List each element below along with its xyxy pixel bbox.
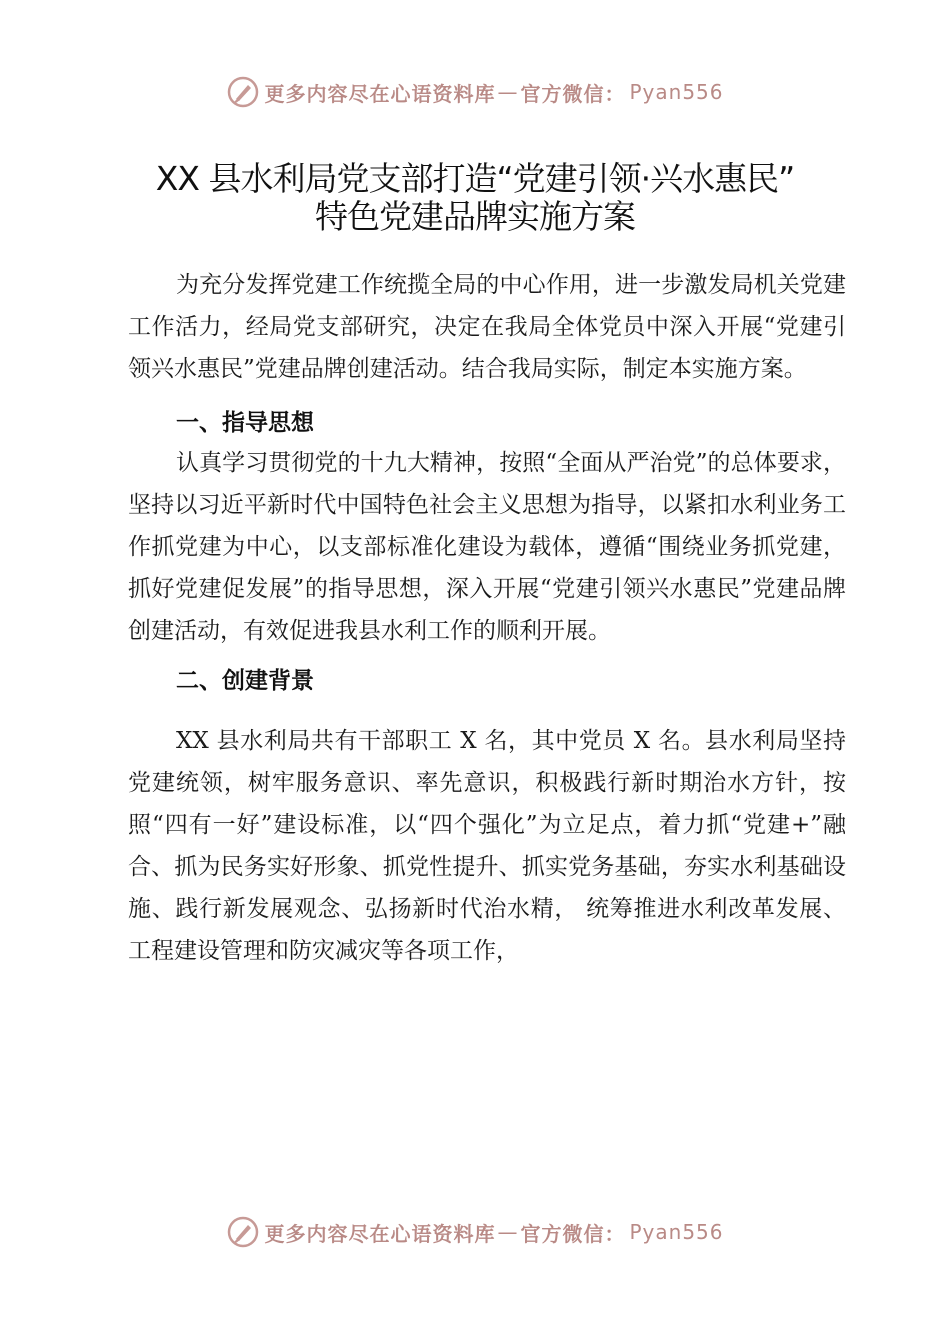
watermark-bottom [0, 1212, 950, 1252]
section-heading-2: 二、创建背景 [176, 668, 314, 694]
section-heading-1: 一、指导思想 [176, 410, 314, 436]
section-body-2: XX 县水利局共有干部职工 X 名，其中党员 X 名。县水利局坚持党建统领，树牢服务意识、率先意识，积极践行新时期治水方针，按照“四有一好”建设标准，以“四个强化”为立足点，着力抓“党建+”融合、抓为民务实好形象、抓党性提升、抓实党务基础，夯实水利基础设施、践行新发展观念、弘扬新时代治水精， 统筹推进水利改革发展、工程建设管理和防灾减灾等各项工作， [128, 728, 846, 964]
watermark-text: 更多内容尽在心语资料库 [264, 1221, 496, 1246]
document-title [60, 160, 890, 236]
watermark-label: 官方微信： [520, 1221, 626, 1246]
intro-paragraph: 为充分发挥党建工作统揽全局的中心作用，进一步激发局机关党建工作活力，经局党支部研究，决定在我局全体党员中深入开展“党建引领兴水惠民”党建品牌创建活动。结合我局实际，制定本实施方案。 [128, 272, 846, 382]
watermark-id: Pyan556 [629, 80, 724, 104]
watermark-label: 官方微信： [520, 81, 626, 106]
brush-logo-icon [226, 75, 260, 109]
section-body-1: 认真学习贯彻党的十九大精神，按照“全面从严治党”的总体要求，坚持以习近平新时代中国特色社会主义思想为指导，以紧扣水利业务工作抓党建为中心，以支部标准化建设为载体，遵循“围绕业务抓党建，抓好党建促发展”的指导思想，深入开展“党建引领兴水惠民”党建品牌创建活动，有效促进我县水利工作的顺利开展。 [128, 450, 846, 644]
watermark-dash: — [497, 80, 519, 104]
title-line-1: XX 县水利局党支部打造“党建引领·兴水惠民” [155, 159, 795, 198]
title-line-2: 特色党建品牌实施方案 [315, 197, 635, 236]
watermark-id: Pyan556 [629, 1220, 724, 1244]
watermark-dash: — [497, 1220, 519, 1244]
watermark-top [0, 72, 950, 112]
watermark-text: 更多内容尽在心语资料库 [264, 81, 496, 106]
document-body [128, 264, 846, 972]
brush-logo-icon [226, 1215, 260, 1249]
